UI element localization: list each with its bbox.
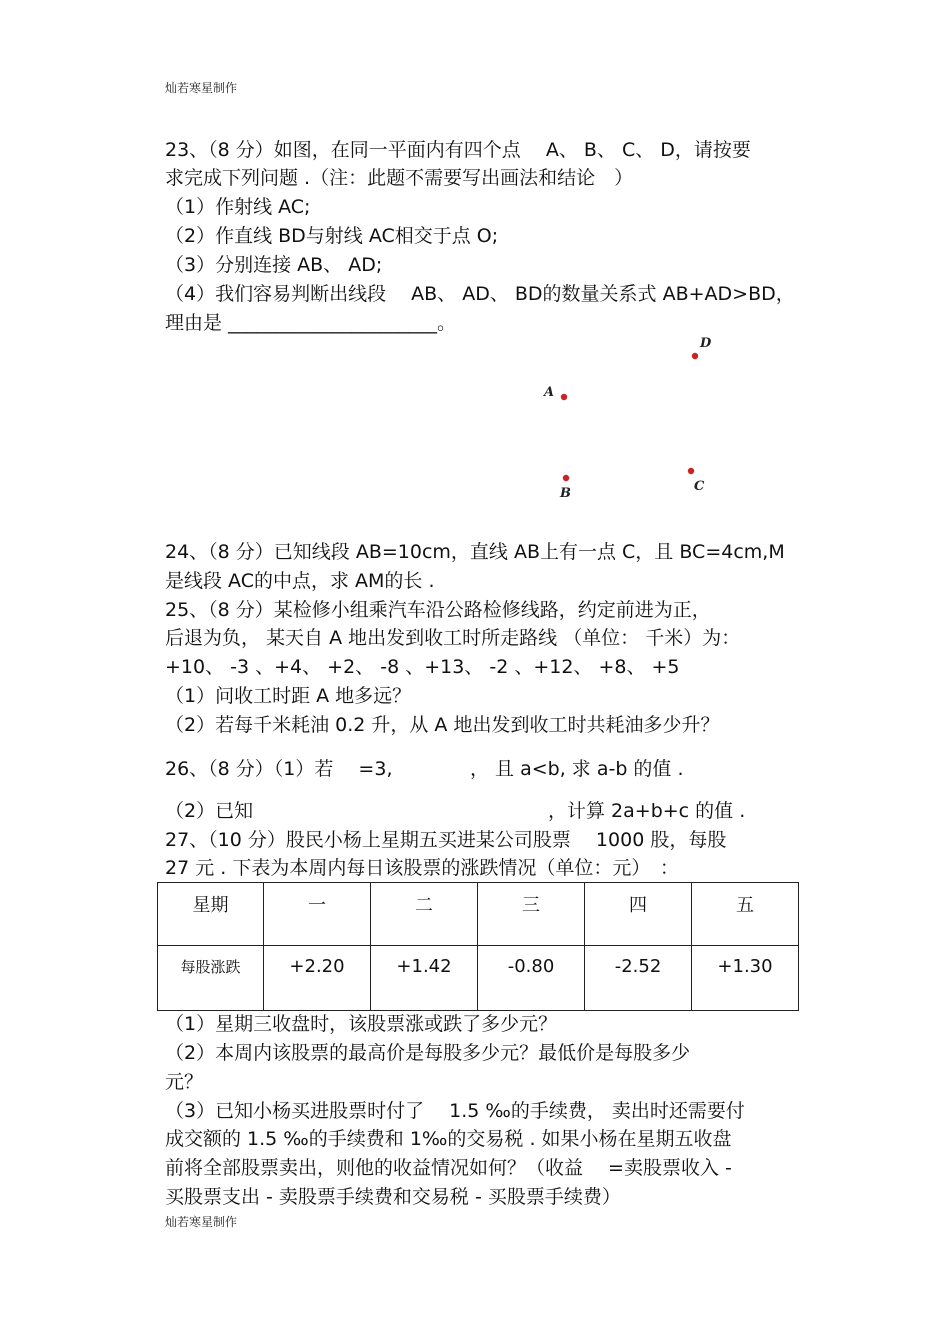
table-row-head: 每股涨跌: [158, 946, 264, 1011]
table-cell: -2.52: [585, 946, 692, 1011]
table-head-cell: 四: [585, 883, 692, 946]
point-a-label: A: [544, 385, 555, 400]
q25-line3: +10、 -3 、+4、 +2、 -8 、+13、 -2 、+12、 +8、 +5: [165, 656, 680, 678]
page-footer: 灿若寒星制作: [165, 1215, 238, 1229]
q23-item4: （4）我们容易判断出线段 AB、 AD、 BD的数量关系式 AB+AD>BD，: [165, 283, 795, 305]
q25-line1: 25、（8 分）某检修小组乘汽车沿公路检修线路，约定前进为正，: [165, 599, 711, 621]
q23-item2: （2）作直线 BD与射线 AC相交于点 O;: [165, 225, 499, 247]
table-head-cell: 二: [371, 883, 478, 946]
table-cell: +1.30: [692, 946, 799, 1011]
table-head-cell: 五: [692, 883, 799, 946]
table-head-cell: 一: [264, 883, 371, 946]
page-header: 灿若寒星制作: [165, 81, 238, 95]
q23-line2: 求完成下列问题 .（注：此题不需要写出画法和结论 ）: [165, 167, 634, 189]
q27-item3-line2: 成交额的 1.5 ‰的手续费和 1‰的交易税 . 如果小杨在星期五收盘: [165, 1128, 732, 1150]
point-b-dot: [563, 475, 569, 481]
q26-line1-end: ， 且 a<b, 求 a-b 的值 .: [470, 758, 684, 780]
q23-item5: 理由是 ______________________。: [165, 312, 457, 334]
q24-line2: 是线段 AC的中点，求 AM的长 .: [165, 570, 435, 592]
point-a-dot: [561, 394, 567, 400]
point-d-label: D: [700, 336, 712, 351]
q27-item1: （1）星期三收盘时，该股票涨或跌了多少元？: [165, 1013, 558, 1035]
q24-line1: 24、（8 分）已知线段 AB=10cm，直线 AB上有一点 C，且 BC=4cm,M: [165, 541, 785, 563]
q23-line1: 23、（8 分）如图，在同一平面内有四个点 A、 B、 C、 D，请按要: [165, 139, 751, 161]
point-b-label: B: [560, 486, 571, 501]
point-d-dot: [692, 353, 698, 359]
q25-item2: （2）若每千米耗油 0.2 升，从 A 地出发到收工时共耗油多少升？: [165, 714, 720, 736]
q27-line1: 27、（10 分）股民小杨上星期五买进某公司股票 1000 股，每股: [165, 829, 727, 851]
table-cell: +1.42: [371, 946, 478, 1011]
q27-item2-line2: 元？: [165, 1071, 204, 1093]
table-cell: -0.80: [478, 946, 585, 1011]
table-header-row: [158, 883, 799, 946]
table-head-cell: 星期: [158, 883, 264, 946]
q27-item2-line1: （2）本周内该股票的最高价是每股多少元？最低价是每股多少: [165, 1042, 691, 1064]
q27-item3-line3: 前将全部股票卖出，则他的收益情况如何？（收益 =卖股票收入 -: [165, 1157, 732, 1179]
point-c-label: C: [694, 479, 705, 494]
q25-item1: （1）问收工时距 A 地多远？: [165, 685, 412, 707]
stock-change-table: [157, 882, 799, 1011]
q27-line2: 27 元 . 下表为本周内每日该股票的涨跌情况（单位：元） ：: [165, 857, 679, 879]
q23-item3: （3）分别连接 AB、 AD;: [165, 254, 383, 276]
q25-line2: 后退为负， 某天自 A 地出发到收工时所走路线 （单位： 千米）为：: [165, 627, 741, 649]
table-cell: +2.20: [264, 946, 371, 1011]
q27-item3-line1: （3）已知小杨买进股票时付了 1.5 ‰的手续费， 卖出时还需要付: [165, 1100, 745, 1122]
four-points-figure: [520, 330, 740, 510]
q26-line2-end: ，计算 2a+b+c 的值 .: [548, 800, 746, 822]
q26-line2-start: （2）已知: [165, 800, 254, 822]
q26-line1-start: 26、（8 分）（1）若 =3,: [165, 758, 393, 780]
point-c-dot: [688, 468, 694, 474]
q27-item3-line4: 买股票支出 - 卖股票手续费和交易税 - 买股票手续费）: [165, 1186, 621, 1208]
q23-item1: （1）作射线 AC;: [165, 196, 311, 218]
table-row: [158, 946, 799, 1011]
table-head-cell: 三: [478, 883, 585, 946]
